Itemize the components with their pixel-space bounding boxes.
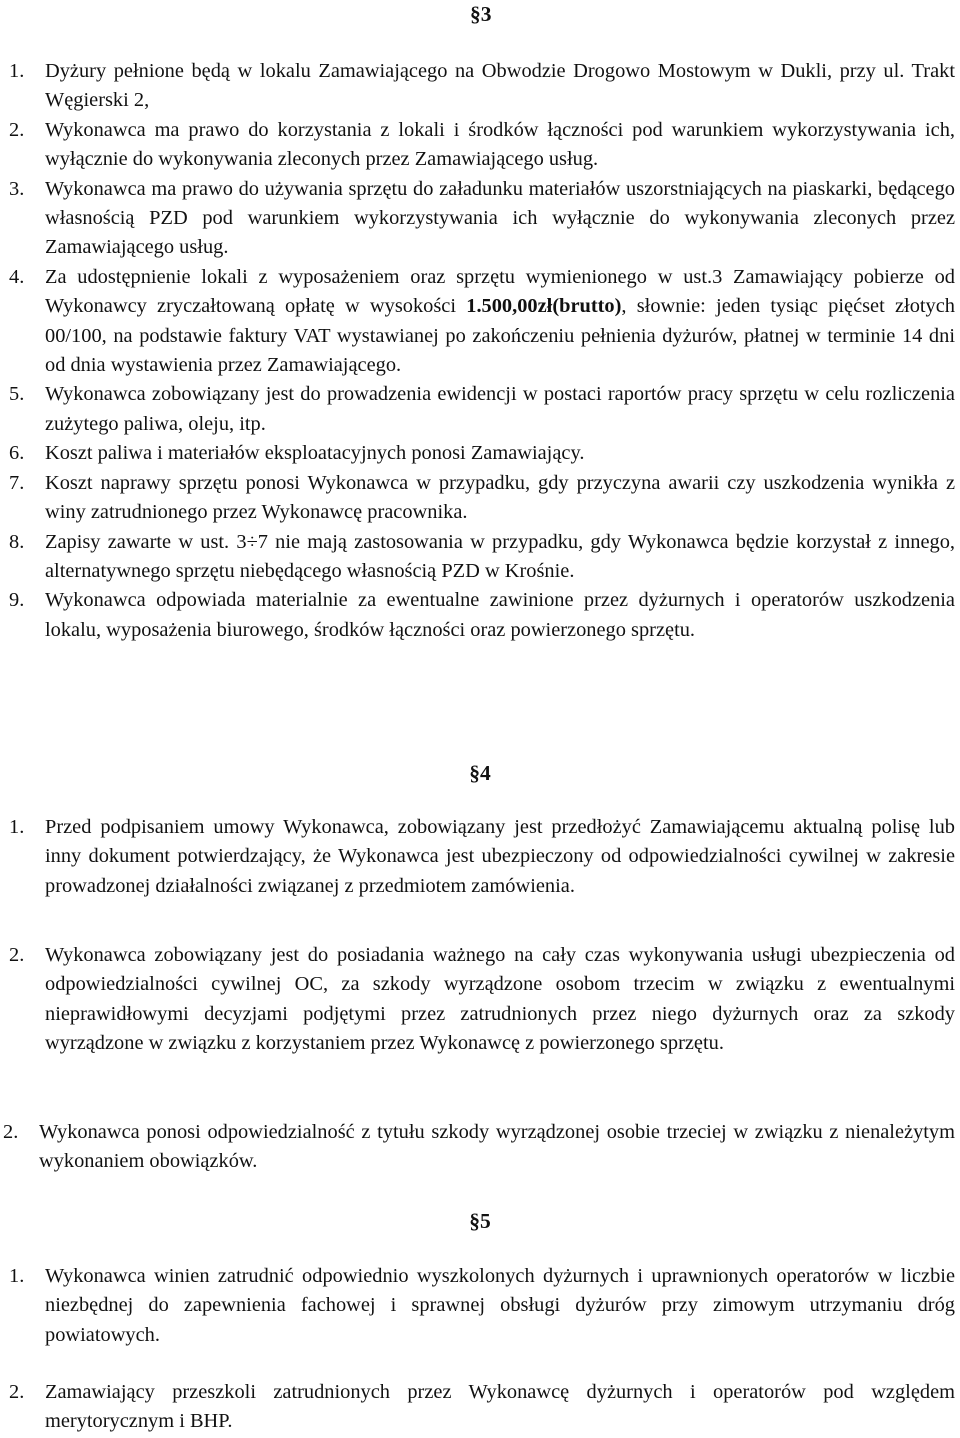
list-item — [0, 1378, 955, 1437]
list-item — [0, 528, 955, 587]
item-text: Wykonawca zobowiązany jest do prowadzenia ewidencji w postaci raportów pracy sprzętu w celu rozliczenia zużytego paliwa, oleju, itp. — [45, 383, 955, 435]
item-number: 1. — [9, 1265, 25, 1287]
item-number: 2. — [3, 1121, 19, 1143]
section-4-list — [0, 813, 960, 901]
list-item — [0, 1118, 955, 1177]
section-4-list — [0, 1118, 960, 1177]
item-text-part: , słownie: jeden tysiąc pięćset złotych 00/100, na podstawie faktury VAT wystawianej po zakończeniu pełnienia dyżurów, płatnej w terminie 14 dni od dnia wystawienia przez Zamawiającego. — [45, 295, 955, 377]
item-text-part: Za udostępnienie lokali z wyposażeniem oraz sprzętu wymienionego w ust.3 Zamawiający pobierze od Wykonawcy zryczałtowaną opłatę w wysokości — [45, 265, 955, 318]
section-heading-5: §5 — [469, 1209, 491, 1233]
item-number: 8. — [9, 530, 25, 553]
item-text: Koszt naprawy sprzętu ponosi Wykonawca w przypadku, gdy przyczyna awarii czy uszkodzenia wynikła z winy zatrudnionego przez Wykonawcę pracownika. — [45, 471, 955, 524]
list-item — [0, 469, 955, 528]
item-number: 5. — [9, 383, 25, 406]
list-item — [0, 586, 955, 645]
section-5-list — [0, 1378, 960, 1437]
section-5-list — [0, 1262, 960, 1350]
list-item — [0, 263, 955, 381]
list-item — [0, 116, 955, 175]
list-item — [0, 439, 955, 468]
list-item — [0, 941, 955, 1059]
item-text: Zamawiający przeszkoli zatrudnionych przez Wykonawcę dyżurnych i operatorów pod względem merytorycznym i BHP. — [45, 1381, 955, 1433]
section-3-list — [0, 57, 960, 645]
item-number: 2. — [9, 944, 25, 966]
list-item — [0, 813, 955, 901]
item-number: 2. — [9, 1381, 25, 1403]
item-text: Wykonawca zobowiązany jest do posiadania ważnego na cały czas wykonywania usługi ubezpieczenia od odpowiedzialności cywilnej OC, za szkody wyrządzone osobom trzecim w związku z ewentualnymi nieprawidłowymi decyzjami podjętymi przez zatrudnionych przez niego dyżurnych oraz za szkody wyrządzone w związku z korzystaniem przez Wykonawcę z powierzonego sprzętu. — [45, 944, 955, 1055]
item-text: Koszt paliwa i materiałów eksploatacyjnych ponosi Zamawiający. — [45, 442, 585, 465]
section-heading-3: §3 — [470, 2, 492, 26]
item-text: Dyżury pełnione będą w lokalu Zamawiającego na Obwodzie Drogowo Mostowym w Dukli, przy ul. Trakt Węgierski 2, — [45, 60, 955, 112]
item-number: 1. — [9, 60, 25, 82]
list-item — [0, 175, 955, 263]
item-number: 3. — [9, 177, 25, 200]
item-number: 7. — [9, 471, 25, 494]
item-text: Wykonawca odpowiada materialnie za ewentualne zawinione przez dyżurnych i operatorów uszkodzenia lokalu, wyposażenia biurowego, środków łączności oraz powierzonego sprzętu. — [45, 589, 955, 641]
item-text: Wykonawca ma prawo do używania sprzętu do załadunku materiałów uszorstniających na piaskarki, będącego własnością PZD pod warunkiem wykorzystywania ich wyłącznie do wykonywania zleconych przez Zamawiającego usług. — [45, 177, 955, 259]
fee-amount: 1.500,00zł(brutto) — [466, 295, 622, 318]
list-item — [0, 380, 955, 439]
item-number: 2. — [9, 118, 25, 141]
list-item — [0, 57, 955, 116]
item-text: Przed podpisaniem umowy Wykonawca, zobowiązany jest przedłożyć Zamawiającemu aktualną polisę lub inny dokument potwierdzający, że Wykonawca jest ubezpieczony od odpowiedzialności cywilnej w zakresie prowadzonej działalności związanej z przedmiotem zamówienia. — [45, 816, 955, 897]
item-text: Zapisy zawarte w ust. 3÷7 nie mają zastosowania w przypadku, gdy Wykonawca będzie korzystał z innego, alternatywnego sprzętu niebędącego własnością PZD w Krośnie. — [45, 530, 955, 582]
item-text: Wykonawca ponosi odpowiedzialność z tytułu szkody wyrządzonej osobie trzeciej w związku z nienależytym wykonaniem obowiązków. — [39, 1121, 955, 1173]
list-item — [0, 1262, 955, 1350]
item-text — [45, 263, 955, 381]
item-number: 4. — [9, 265, 25, 288]
item-number: 9. — [9, 589, 25, 612]
item-number: 6. — [9, 442, 25, 465]
item-text: Wykonawca winien zatrudnić odpowiednio wyszkolonych dyżurnych i uprawnionych operatorów w liczbie niezbędnej do zapewnienia fachowej i sprawnej obsługi dyżurów przy zimowym utrzymaniu dróg powiatowych. — [45, 1265, 955, 1346]
section-4-list — [0, 941, 960, 1059]
section-heading-4: §4 — [469, 761, 491, 785]
item-text: Wykonawca ma prawo do korzystania z lokali i środków łączności pod warunkiem wykorzystywania ich, wyłącznie do wykonywania zleconych przez Zamawiającego usług. — [45, 118, 955, 171]
item-number: 1. — [9, 816, 25, 838]
